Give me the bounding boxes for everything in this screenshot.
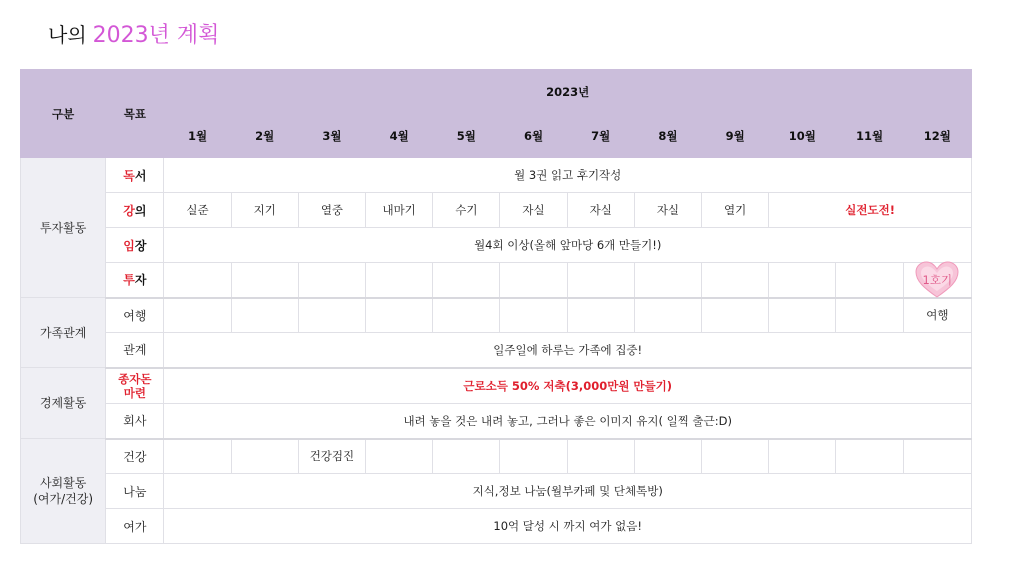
share-plan: 지식,정보 나눔(월부카페 및 단체톡방) — [164, 474, 972, 509]
empty-cell — [366, 439, 433, 474]
category-economic: 경제활동 — [21, 368, 106, 439]
header-month: 6월 — [500, 114, 567, 158]
empty-cell — [231, 263, 298, 298]
header-month: 7월 — [567, 114, 634, 158]
invest-dec-label: 1호기 — [922, 272, 953, 287]
lecture-cell: 지기 — [231, 193, 298, 228]
empty-cell — [366, 298, 433, 333]
goal-relation: 관계 — [106, 333, 164, 368]
header-month: 12월 — [903, 114, 971, 158]
header-month: 11월 — [836, 114, 903, 158]
empty-cell — [500, 439, 567, 474]
goal-leisure: 여가 — [106, 509, 164, 544]
header-month: 8월 — [634, 114, 701, 158]
table-row — [21, 298, 972, 333]
leisure-plan: 10억 달성 시 까지 여가 없음! — [164, 509, 972, 544]
category-social-line1: 사회활동 — [39, 476, 87, 490]
goal-invest — [106, 263, 164, 298]
goal-seed-money — [106, 368, 164, 404]
table-row — [21, 404, 972, 439]
empty-cell — [634, 298, 701, 333]
invest-dec-cell — [903, 263, 971, 298]
title-accent: 2023년 계획 — [92, 23, 220, 48]
table-row — [21, 228, 972, 263]
empty-cell — [433, 263, 500, 298]
lecture-cell: 수기 — [433, 193, 500, 228]
company-plan: 내려 놓을 것은 내려 놓고, 그러나 좋은 이미지 유지( 일찍 출근:D) — [164, 404, 972, 439]
empty-cell — [164, 439, 231, 474]
empty-cell — [769, 263, 836, 298]
goal-seed-line2: 마련 — [123, 385, 146, 400]
title-prefix: 나의 — [48, 23, 87, 47]
empty-cell — [769, 298, 836, 333]
category-investment: 투자활동 — [21, 158, 106, 298]
lecture-cell: 열중 — [298, 193, 365, 228]
header-category: 구분 — [21, 70, 106, 158]
goal-company: 회사 — [106, 404, 164, 439]
plan-table — [20, 69, 972, 544]
goal-travel: 여행 — [106, 298, 164, 333]
reading-plan: 월 3권 읽고 후기작성 — [164, 158, 972, 193]
header-month: 9월 — [702, 114, 769, 158]
header-month: 1월 — [164, 114, 231, 158]
empty-cell — [634, 263, 701, 298]
header-month: 2월 — [231, 114, 298, 158]
table-row — [21, 193, 972, 228]
goal-highlight: 투 — [123, 273, 135, 288]
table-row — [21, 474, 972, 509]
table-row — [21, 263, 972, 298]
empty-cell — [836, 439, 903, 474]
empty-cell — [634, 439, 701, 474]
header-month: 4월 — [366, 114, 433, 158]
goal-rest: 의 — [134, 203, 147, 218]
empty-cell — [164, 298, 231, 333]
empty-cell — [903, 439, 971, 474]
empty-cell — [702, 298, 769, 333]
table-row — [21, 368, 972, 404]
lecture-challenge: 실전도전! — [769, 193, 972, 228]
table-row — [21, 509, 972, 544]
travel-dec-cell: 여행 — [903, 298, 971, 333]
empty-cell — [702, 439, 769, 474]
empty-cell — [500, 263, 567, 298]
empty-cell — [567, 263, 634, 298]
empty-cell — [567, 298, 634, 333]
empty-cell — [567, 439, 634, 474]
empty-cell — [366, 263, 433, 298]
header-goal: 목표 — [106, 70, 164, 158]
category-social-line2: (여가/건강) — [33, 492, 94, 506]
goal-rest: 장 — [134, 238, 147, 253]
header-year: 2023년 — [164, 70, 972, 114]
empty-cell — [164, 263, 231, 298]
category-social — [21, 439, 106, 544]
goal-share: 나눔 — [106, 474, 164, 509]
goal-seed-line1: 종자돈 — [118, 371, 152, 386]
table-row — [21, 333, 972, 368]
empty-cell — [433, 298, 500, 333]
table-row — [21, 439, 972, 474]
goal-highlight: 강 — [123, 203, 135, 218]
page-title — [48, 18, 219, 49]
health-mar-cell: 건강검진 — [298, 439, 365, 474]
header-month: 3월 — [298, 114, 365, 158]
header-month: 5월 — [433, 114, 500, 158]
lecture-cell: 자실 — [567, 193, 634, 228]
category-family: 가족관계 — [21, 298, 106, 368]
empty-cell — [836, 263, 903, 298]
empty-cell — [769, 439, 836, 474]
goal-health: 건강 — [106, 439, 164, 474]
lecture-cell: 자실 — [500, 193, 567, 228]
seed-plan: 근로소득 50% 저축(3,000만원 만들기) — [164, 368, 972, 404]
lecture-cell: 실준 — [164, 193, 231, 228]
goal-rest: 서 — [134, 168, 147, 183]
heart-badge — [914, 260, 960, 300]
goal-highlight: 임 — [123, 238, 135, 253]
empty-cell — [702, 263, 769, 298]
goal-rest: 자 — [134, 273, 147, 288]
goal-highlight: 독 — [123, 168, 135, 183]
lecture-cell: 자실 — [634, 193, 701, 228]
lecture-cell: 내마기 — [366, 193, 433, 228]
relation-plan: 일주일에 하루는 가족에 집중! — [164, 333, 972, 368]
empty-cell — [231, 439, 298, 474]
goal-reading — [106, 158, 164, 193]
empty-cell — [298, 298, 365, 333]
empty-cell — [298, 263, 365, 298]
empty-cell — [231, 298, 298, 333]
goal-visit — [106, 228, 164, 263]
empty-cell — [836, 298, 903, 333]
lecture-cell: 열기 — [702, 193, 769, 228]
goal-lecture — [106, 193, 164, 228]
empty-cell — [500, 298, 567, 333]
table-row — [21, 158, 972, 193]
header-month: 10월 — [769, 114, 836, 158]
visit-plan: 월4회 이상(올해 앞마당 6개 만들기!) — [164, 228, 972, 263]
empty-cell — [433, 439, 500, 474]
